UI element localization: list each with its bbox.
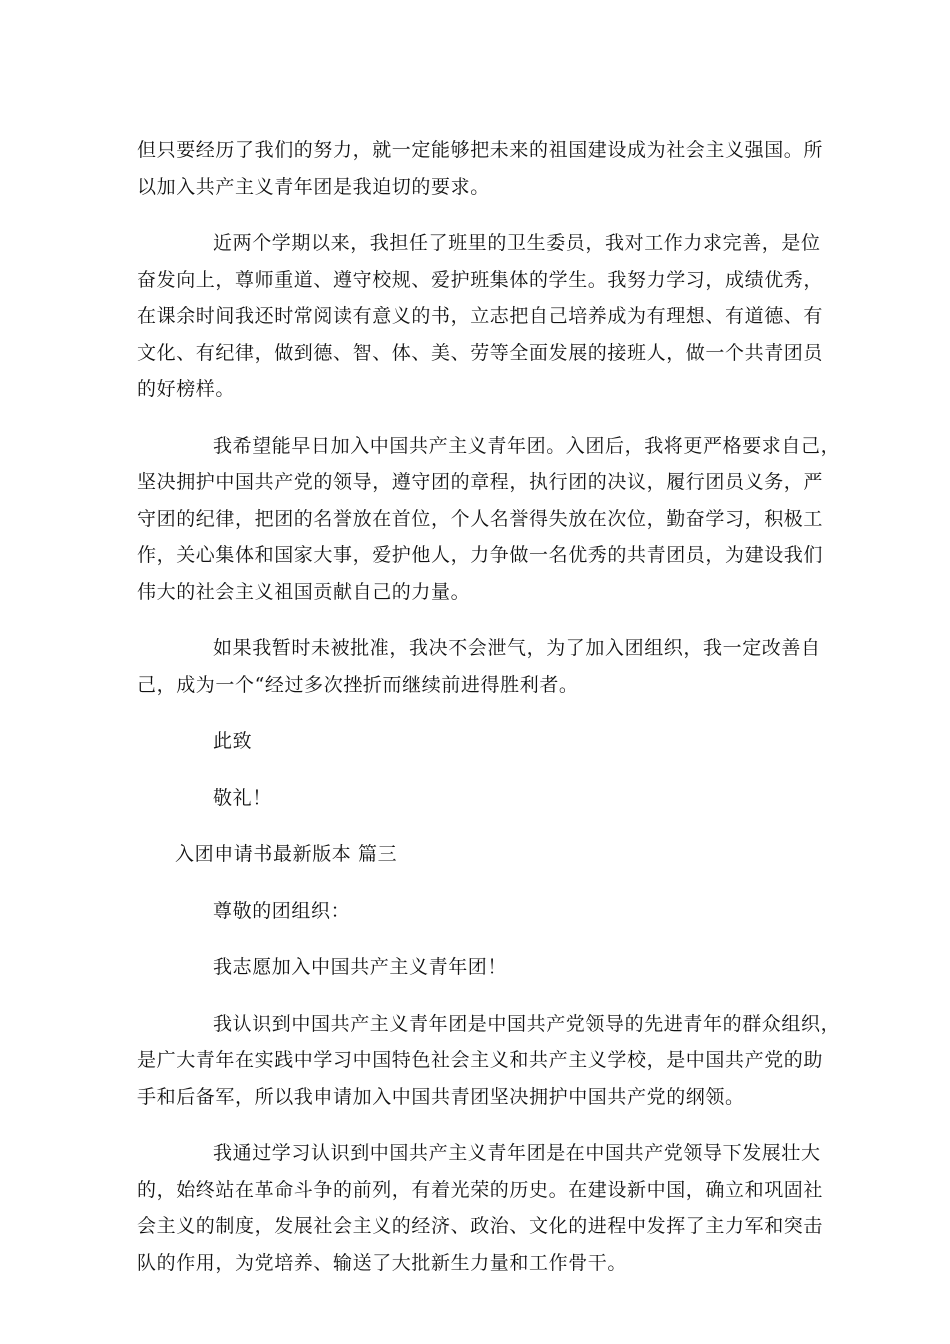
text-line: 我志愿加入中国共产主义青年团！ (213, 956, 508, 978)
document-body (137, 132, 841, 1281)
text-line: 文化、有纪律，做到德、智、体、美、劳等全面发展的接班人，做一个共青团员 (137, 341, 824, 364)
text-line: 守团的纪律，把团的名誉放在首位，个人名誉得失放在次位，勤奋学习，积极工 (137, 507, 824, 530)
paragraph-body (137, 428, 841, 611)
section-heading (137, 836, 817, 873)
text-line: 我通过学习认识到中国共产主义青年团是在中国共产党领导下发展壮大 (213, 1142, 821, 1164)
text-line: 坚决拥护中国共产党的领导，遵守团的章程，执行团的决议，履行团员义务，严 (137, 471, 824, 493)
text-line: 奋发向上，尊师重道、遵守校规、爱护班集体的学生。我努力学习，成绩优秀， (137, 268, 824, 291)
paragraph-body (137, 225, 824, 408)
text-line: 近两个学期以来，我担任了班里的卫生委员，我对工作力求完善，是位 (213, 232, 821, 254)
text-line: 此致 (213, 730, 253, 752)
paragraph-continuation (137, 132, 824, 205)
text-line: 敬礼！ (213, 786, 272, 809)
text-line: 在课余时间我还时常阅读有意义的书，立志把自己培养成为有理想、有道德、有 (137, 305, 824, 327)
section-title: 入团申请书最新版本 篇三 (175, 843, 398, 865)
text-line: 但只要经历了我们的努力，就一定能够把未来的祖国建设成为社会主义强国。所 (137, 139, 824, 161)
text-line: 作，关心集体和国家大事，爱护他人，力争做一名优秀的共青团员，为建设我们 (137, 544, 824, 566)
closing-regards (137, 780, 817, 817)
text-line: 以加入共产主义青年团是我迫切的要求。 (137, 175, 490, 198)
letter-greeting (137, 893, 817, 930)
text-line: 手和后备军，所以我申请加入中国共青团坚决拥护中国共产党的纲领。 (137, 1085, 745, 1108)
text-line: 尊敬的团组织： (213, 899, 351, 922)
text-line: 队的作用，为党培养、输送了大批新生力量和工作骨干。 (137, 1251, 628, 1274)
paragraph-body (137, 1135, 824, 1281)
text-line: 我希望能早日加入中国共产主义青年团。入团后，我将更严格要求自己， (213, 434, 841, 457)
paragraph-body (137, 630, 821, 703)
text-line: 的好榜样。 (137, 378, 236, 400)
text-line: 会主义的制度，发展社会主义的经济、政治、文化的进程中发挥了主力军和突击 (137, 1215, 824, 1237)
closing-salutation (137, 723, 817, 760)
text-line: 伟大的社会主义祖国贡献自己的力量。 (137, 580, 471, 603)
text-line: 己，成为一个“经过多次挫折而继续前进得胜利者。 (137, 673, 579, 696)
text-line: 是广大青年在实践中学习中国特色社会主义和共产主义学校，是中国共产党的助 (137, 1049, 824, 1071)
paragraph-body (137, 1006, 841, 1116)
text-line: 如果我暂时未被批准，我决不会泄气，为了加入团组织，我一定改善自 (213, 637, 821, 659)
text-line: 的，始终站在革命斗争的前列，有着光荣的历史。在建设新中国，确立和巩固社 (137, 1178, 824, 1201)
text-line: 我认识到中国共产主义青年团是中国共产党领导的先进青年的群众组织， (213, 1012, 841, 1035)
paragraph-body (137, 949, 817, 986)
